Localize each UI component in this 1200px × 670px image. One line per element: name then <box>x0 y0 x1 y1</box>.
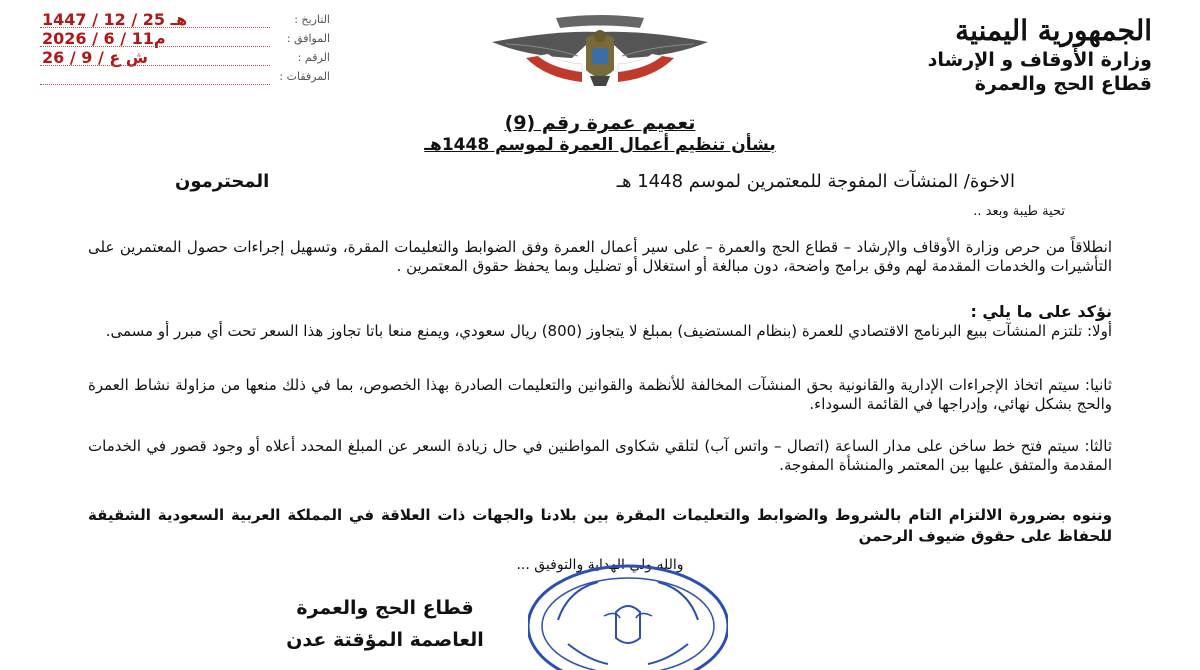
yemen-emblem-icon <box>486 12 714 90</box>
meta-divider <box>40 46 270 47</box>
body-paragraph-note: وننوه بضرورة الالتزام التام بالشروط والضوابط والتعليمات المقرة بين بلادنا والجهات ذات العلاقة في المملكة العربية السعودية الشقيقة للحفاظ على حقوق ضيوف الرحمن <box>88 506 1112 545</box>
closing-line: والله ولي الهداية والتوفيق ... <box>516 557 684 573</box>
meta-attachments-row <box>30 67 330 86</box>
meta-corr-label: الموافق : <box>286 32 330 45</box>
greeting: تحية طيبة وبعد .. <box>973 204 1065 219</box>
circular-subject: بشأن تنظيم أعمال العمرة لموسم 1448هـ <box>424 135 776 155</box>
letterhead-sector: قطاع الحج والعمرة <box>974 73 1152 95</box>
addressee: الاخوة/ المنشآت المفوجة للمعتمرين لموسم 1448 هـ <box>616 171 1015 192</box>
signature-city: العاصمة المؤقتة عدن <box>286 629 484 651</box>
meta-corr-value: 2026 / 6 / 11م <box>42 29 166 48</box>
letterhead-org <box>822 14 1152 96</box>
meta-number-value: ش ع / 9 / 26 <box>42 48 148 67</box>
meta-date-row <box>30 10 330 29</box>
meta-number-label: الرقم : <box>297 51 330 64</box>
official-stamp-icon <box>528 560 728 670</box>
meta-divider <box>40 84 270 85</box>
meta-corr-row <box>30 29 330 48</box>
body-paragraph-second: ثانيا: سيتم اتخاذ الإجراءات الإدارية والقانونية بحق المنشآت المخالفة للأنظمة والقوانين والتعليمات الصادرة بهذا الخصوص، بما في ذلك منعها من مزاولة نشاط العمرة والحج بشكل نهائي، وإدراجها في القائمة السوداء. <box>88 376 1112 413</box>
letterhead-country: الجمهورية اليمنية <box>955 14 1152 47</box>
meta-date-label: التاريخ : <box>294 13 330 26</box>
body-emphasis-heading: نؤكد على ما يلي : <box>970 302 1112 321</box>
body-paragraph-third: ثالثا: سيتم فتح خط ساخن على مدار الساعة (اتصال – واتس آب) لتلقي شكاوى المواطنين في حال زيادة السعر عن المبلغ المحدد أعلاه أو وجود قصور في الخدمات المقدمة والمتفق عليها بين المعتمر والمنشأة المفوجة. <box>88 437 1112 474</box>
addressee-honorific: المحترمون <box>175 171 270 192</box>
circular-title: تعميم عمرة رقم (9) <box>504 112 696 134</box>
meta-divider <box>40 65 270 66</box>
meta-number-row <box>30 48 330 67</box>
meta-date-value: 1447 / 12 / 25 هـ <box>42 10 188 29</box>
body-paragraph-intro: انطلاقاً من حرص وزارة الأوقاف والإرشاد – قطاع الحج والعمرة – على سير أعمال العمرة وفق الضوابط والتعليمات المقرة، وتسهيل إجراءات حصول المعتمرين على التأشيرات والخدمات المقدمة لهم وفق برامج واضحة، دون مبالغة أو استغلال أو تضليل وبما يحفظ حقوق المعتمرين . <box>88 238 1112 275</box>
body-paragraph-first: أولا: تلتزم المنشآت ببيع البرنامج الاقتصادي للعمرة (بنظام المستضيف) بمبلغ لا يتجاوز (800) ريال سعودي، ويمنع منعا باتا تجاوز هذا السعر تحت أي مبرر أو مسمى. <box>105 322 1112 340</box>
meta-attachments-label: المرفقات : <box>279 70 330 83</box>
letterhead-ministry: وزارة الأوقاف و الإرشاد <box>927 49 1152 71</box>
meta-divider <box>40 27 270 28</box>
signature-sector: قطاع الحج والعمرة <box>296 597 474 619</box>
signature-block <box>215 592 555 656</box>
document-meta <box>30 10 330 86</box>
